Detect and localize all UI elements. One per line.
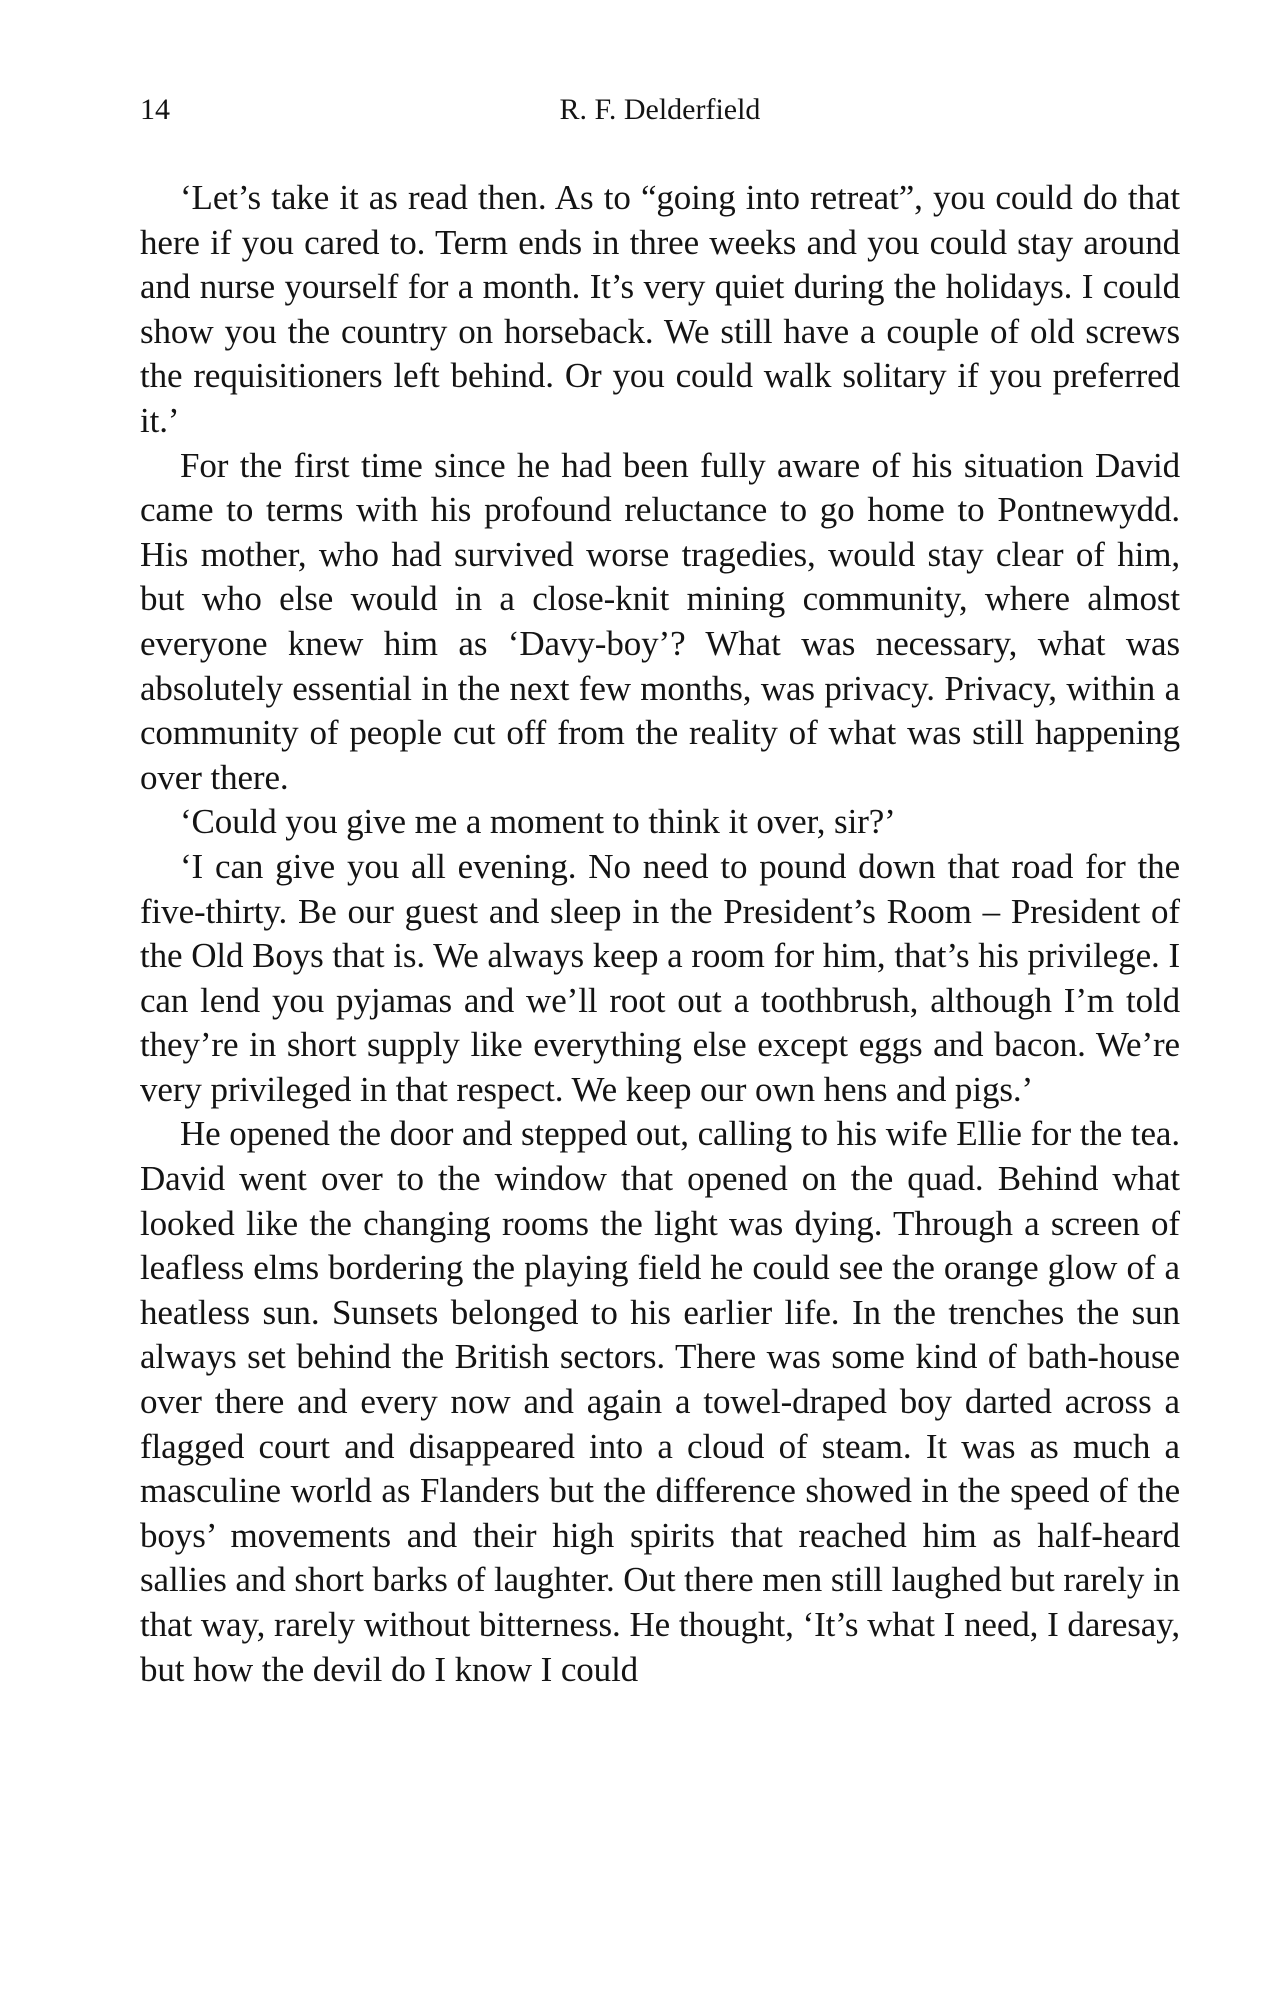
paragraph: For the first time since he had been fully aware of his situation David came to terms with his profound reluctance to go home to Pontnewydd. His mother, who had survived worse tragedies, would stay clear of him, but who else would in a close-knit mining community, where almost everyone knew him as ‘Davy-boy’? What was necessary, what was absolutely essential in the next few months, was privacy. Privacy, within a community of people cut off from the reality of what was still happening over there. bbox=[140, 445, 1180, 797]
page-header bbox=[140, 90, 1180, 130]
paragraph: ‘I can give you all evening. No need to pound down that road for the five-thirty. Be our guest and sleep in the President’s Room – President of the Old Boys that is. We always keep a room for him, that’s his privilege. I can lend you pyjamas and we’ll root out a toothbrush, although I’m told they’re in short supply like everything else except eggs and bacon. We’re very privileged in that respect. We keep our own hens and pigs.’ bbox=[140, 846, 1180, 1109]
paragraph: ‘Could you give me a moment to think it over, sir?’ bbox=[180, 802, 896, 842]
page-number: 14 bbox=[140, 93, 170, 126]
running-head: R. F. Delderfield bbox=[559, 93, 761, 126]
body-text bbox=[140, 176, 1180, 1692]
paragraph: He opened the door and stepped out, calling to his wife Ellie for the tea. David went over to the window that opened on the quad. Behind what looked like the changing rooms the light was dying. Through a screen of leafless elms bordering the playing field he could see the orange glow of a heatless sun. Sunsets belonged to his earlier life. In the trenches the sun always set behind the British sectors. There was some kind of bath-house over there and every now and again a towel-draped boy darted across a flagged court and disappeared into a cloud of steam. It was as much a masculine world as Flanders but the difference showed in the speed of the boys’ movements and their high spirits that reached him as half-heard sallies and short barks of laughter. Out there men still laughed but rarely in that way, rarely without bitterness. He thought, ‘It’s what I need, I daresay, but how the devil do I know I could bbox=[140, 1114, 1180, 1689]
paragraph: ‘Let’s take it as read then. As to “going into retreat”, you could do that here if you cared to. Term ends in three weeks and you could stay around and nurse yourself for a month. It’s very quiet during the holidays. I could show you the country on horseback. We still have a couple of old screws the requisitioners left behind. Or you could walk solitary if you preferred it.’ bbox=[140, 178, 1180, 440]
